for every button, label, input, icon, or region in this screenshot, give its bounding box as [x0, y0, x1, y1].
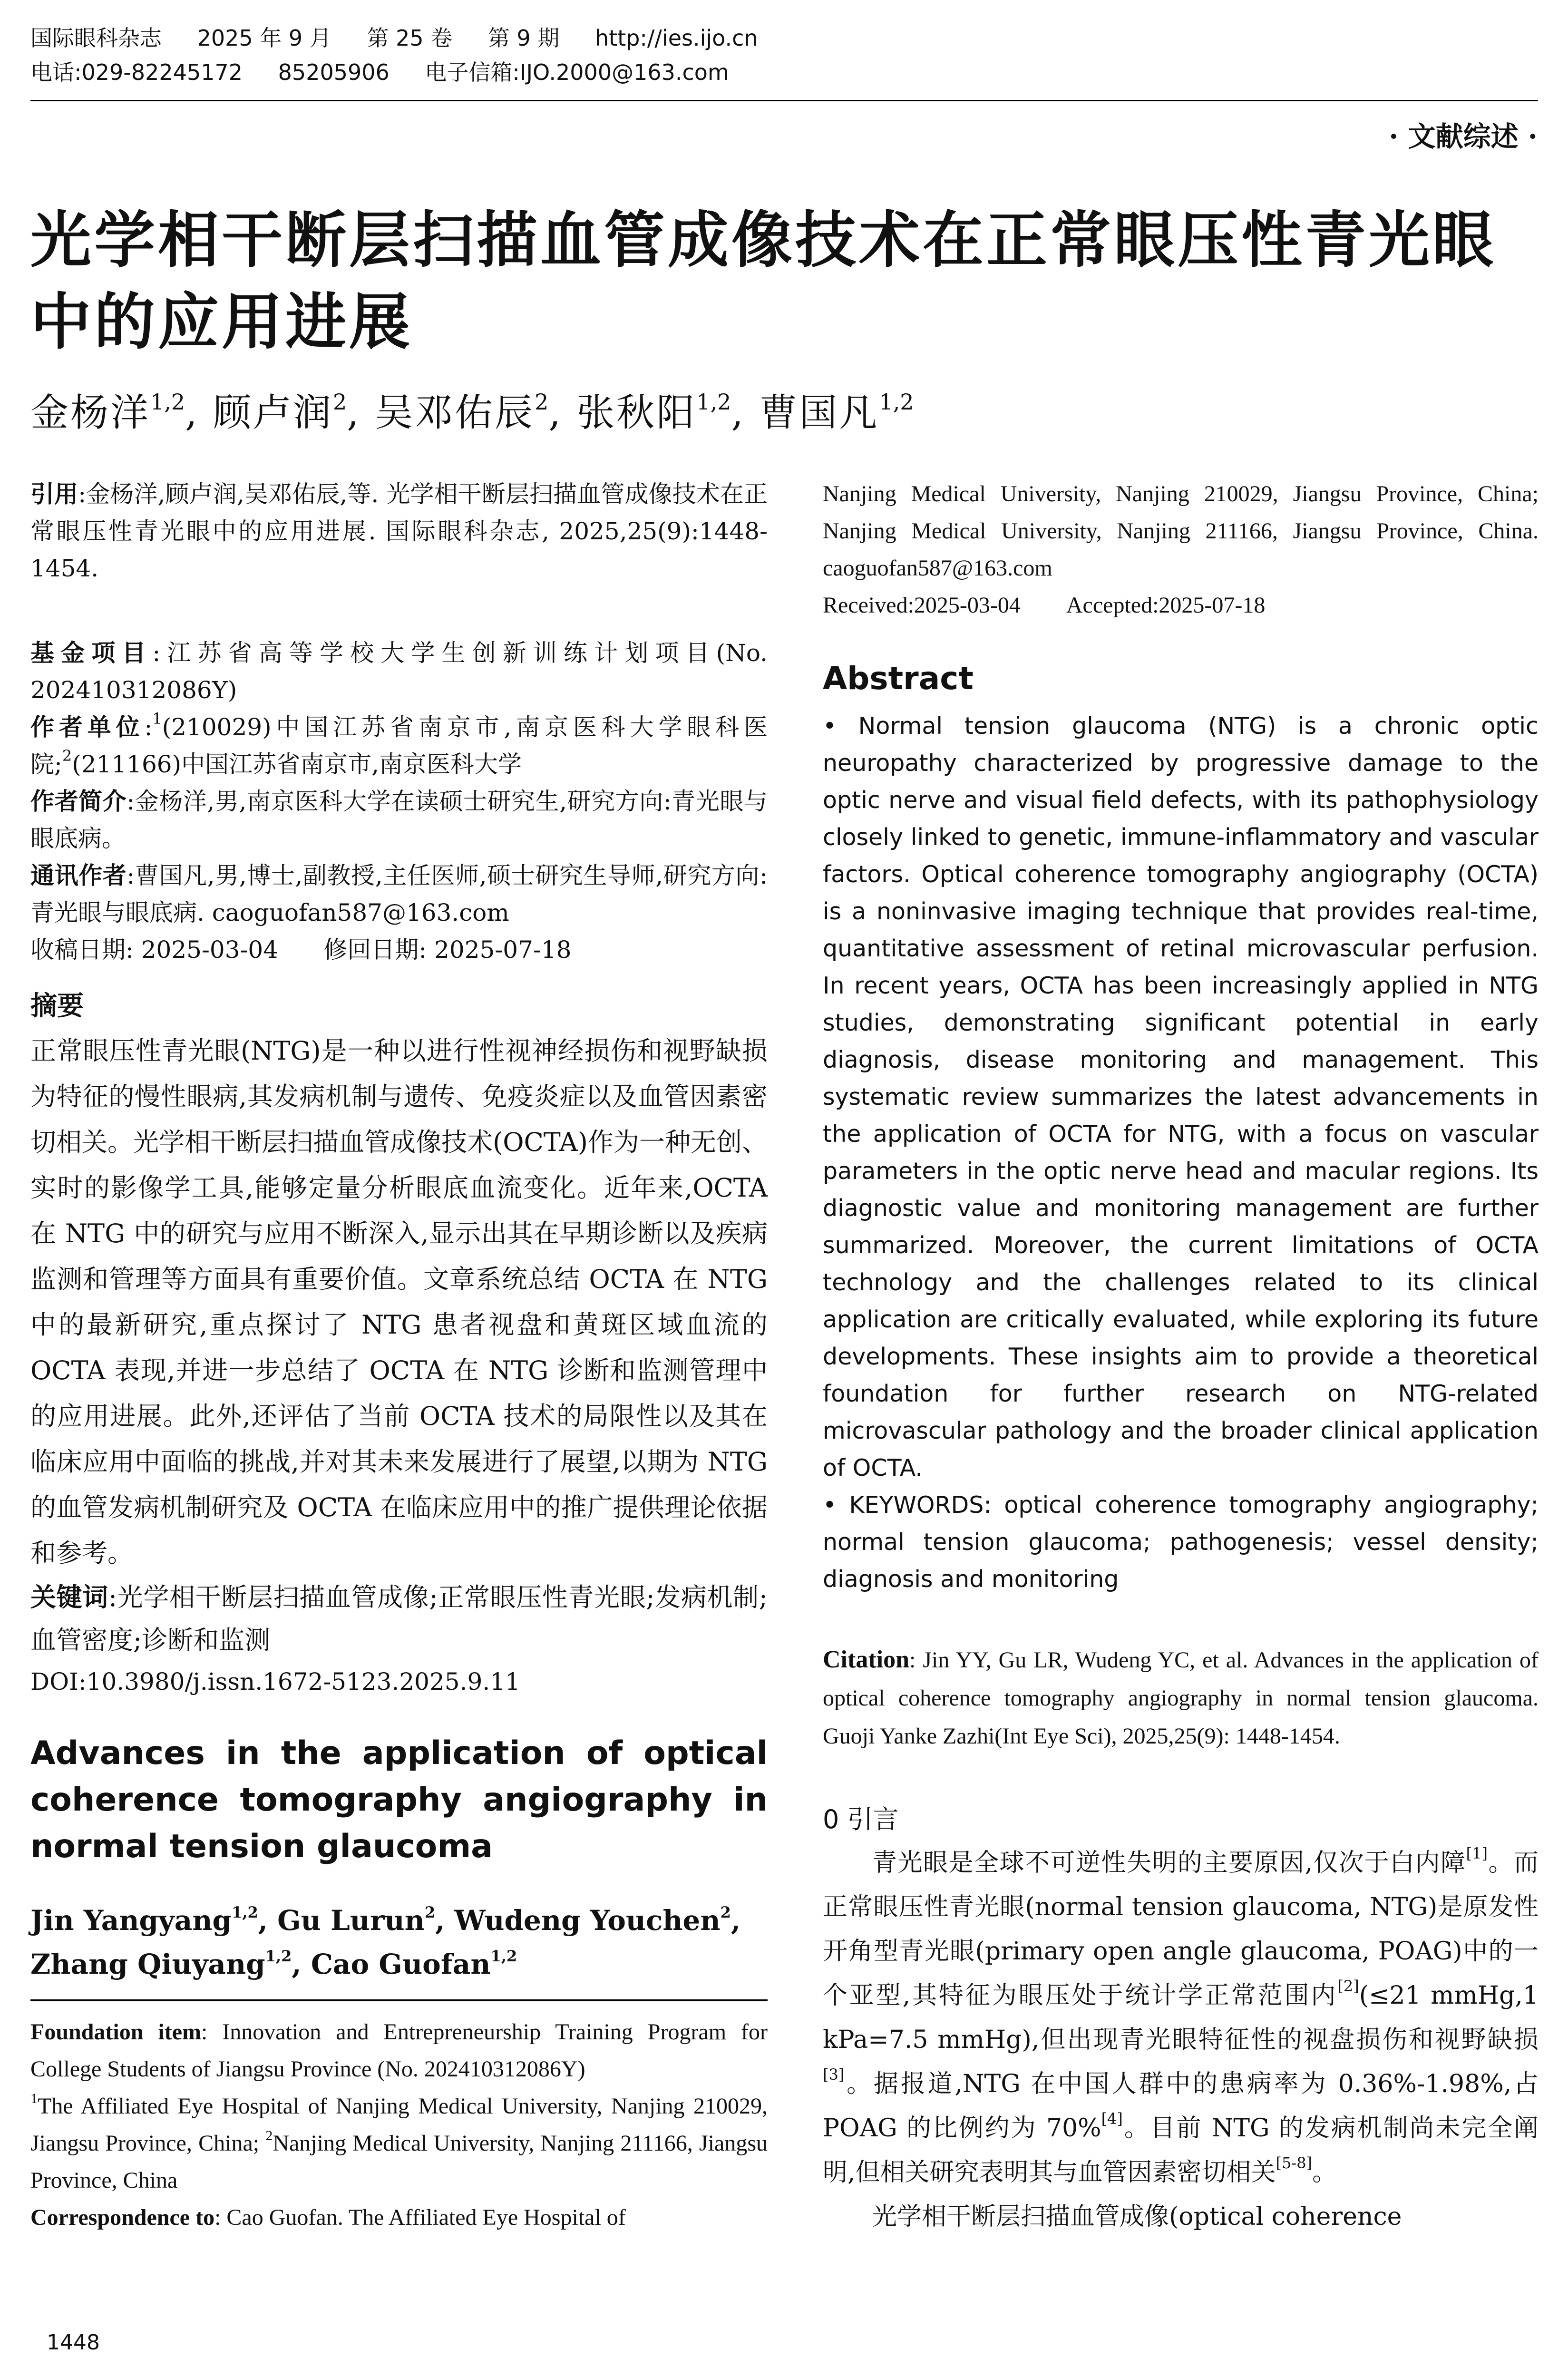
abstract-heading: Abstract: [823, 660, 974, 697]
author-cn-separator: ,: [185, 390, 214, 435]
ref-2[interactable]: [2]: [1337, 1977, 1359, 1995]
header-rule: [30, 100, 1538, 101]
right-column: [823, 476, 1539, 2239]
author-unit: [30, 709, 768, 783]
author-cn-affiliation: 1,2: [696, 389, 731, 415]
author-en-affiliation: 2: [720, 1903, 731, 1921]
abstract-cn: 正常眼压性青光眼(NTG)是一种以进行性视神经损伤和视野缺损为特征的慢性眼病,其发病机制与遗传、免疫炎症以及血管因素密切相关。光学相干断层扫描血管成像技术(OCTA)作为一种无创、实时的影像学工具,能够定量分析眼底血流变化。近年来,OCTA 在 NTG 中的研究与应用不断深入,显示出其在早期诊断以及疾病监测和管理等方面具有重要价值。文章系统总结 OCTA 在 NTG 中的最新研究,重点探讨了 NTG 患者视盘和黄斑区域血流的 OCTA 表现,并进一步总结了 OCTA 在 NTG 诊断和监测管理中的应用进展。此外,还评估了当前 OCTA 技术的局限性以及其在临床应用中面临的挑战,并对其未来发展进行了展望,以期为 NTG 的血管发病机制研究及 OCTA 在临床应用中的推广提供理论依据和参考。: [30, 1036, 768, 1568]
aff-sup-1: 1: [30, 2091, 38, 2106]
dates-cn: 收稿日期: 2025-03-04 修回日期: 2025-07-18: [30, 936, 572, 964]
issue-date: 2025 年 9 月: [197, 25, 331, 51]
fund-text: :江苏省高等学校大学生创新训练计划项目(No. 202410312086Y): [30, 639, 768, 704]
email: 电子信箱:IJO.2000@163.com: [425, 59, 729, 85]
journal-name: 国际眼科杂志: [30, 25, 162, 51]
unit-colon: :: [144, 713, 153, 741]
unit-text-2: (211166)中国江苏省南京市,南京医科大学: [72, 750, 522, 778]
author-cn-name: 顾卢润: [213, 390, 333, 435]
intro-text-c: (≤21 mmHg,1 kPa=7.5 mmHg),但出现青光眼特征性的视盘损伤和视野缺损: [823, 1981, 1539, 2054]
author-cn-name: 金杨洋: [30, 390, 150, 435]
volume: 第 25 卷: [367, 25, 453, 51]
foundation-item: [30, 2014, 768, 2088]
phone-2: 85205906: [278, 59, 390, 85]
author-en-affiliation: 2: [424, 1903, 436, 1921]
author-en-name: Jin Yangyang: [30, 1904, 232, 1937]
intro-paragraph-1: [823, 1841, 1539, 2195]
author-cn-separator: ,: [347, 390, 375, 435]
unit-label: 作者单位: [30, 713, 145, 741]
authors-cn: [30, 376, 1538, 439]
issue-number: 第 9 期: [487, 25, 560, 51]
keywords-cn-text: :光学相干断层扫描血管成像;正常眼压性青光眼;发病机制;血管密度;诊断和监测: [30, 1582, 768, 1655]
author-en-name: Gu Lurun: [277, 1904, 425, 1937]
aff-sup-2: 2: [265, 2128, 273, 2143]
author-cn-affiliation: 2: [333, 389, 347, 415]
unit-sup-1: 1: [152, 710, 162, 728]
english-title: Advances in the application of optical coherence tomography angiography in normal tension glaucoma: [30, 1734, 768, 1865]
bio-text: :金杨洋,男,南京医科大学在读硕士研究生,研究方向:青光眼与眼底病。: [30, 788, 768, 852]
divider: [30, 1999, 768, 2001]
author-en-separator: ,: [730, 1904, 741, 1937]
intro-paragraph-2: 光学相干断层扫描血管成像(optical coherence: [872, 2202, 1402, 2231]
abstract-en: • Normal tension glaucoma (NTG) is a chronic optic neuropathy characterized by progressive damage to the optic nerve and visual field defects, with its pathophysiology closely linked to genetic, immune-inflammatory and vascular factors. Optical coherence tomography angiography (OCTA) is a noninvasive imaging technique that provides real-time, quantitative assessment of retinal microvascular perfusion. In recent years, OCTA has been increasingly applied in NTG studies, demonstrating significant potential in early diagnosis, disease monitoring and management. This systematic review summarizes the latest advancements in the application of OCTA for NTG, with a focus on vascular parameters in the optic nerve head and macular regions. Its diagnostic value and monitoring management are further summarized. Moreover, the current limitations of OCTA technology and the challenges related to its clinical application are critically evaluated, while exploring its future developments. These insights aim to provide a theoretical foundation for further research on NTG-related microvascular pathology and the broader clinical application of OCTA.: [823, 712, 1539, 1481]
ref-4[interactable]: [4]: [1101, 2110, 1123, 2128]
correspondence-text: : Cao Guofan. The Affiliated Eye Hospital of: [214, 2205, 626, 2230]
author-cn-separator: ,: [548, 390, 577, 435]
author-cn-separator: ,: [731, 390, 760, 435]
author-cn-name: 张秋阳: [576, 390, 697, 435]
citation-cn: [30, 476, 768, 587]
intro-text-b: 。而正常眼压性青光眼(normal tension glaucoma, NTG)是原发性开角型青光眼(primary open angle glaucoma, POAG)中的一个亚型,其特征为眼压处于统计学正常范围内: [823, 1849, 1539, 2010]
correspondence-label: Correspondence to: [30, 2205, 215, 2230]
unit-text-1: (210029)中国江苏省南京市,南京医科大学眼科医院;: [30, 713, 768, 778]
affiliations-en: [30, 2088, 768, 2199]
author-en-affiliation: 1,2: [232, 1903, 258, 1921]
foundation-text: : Innovation and Entrepreneurship Training Program for College Students of Jiangsu Province (No. 202410312086Y): [30, 2019, 768, 2082]
page-number: 1448: [47, 2330, 100, 2355]
authors-en: [30, 1899, 768, 1986]
citation-en: [823, 1641, 1539, 1755]
dates-en: [823, 587, 1539, 624]
author-en-name: Cao Guofan: [311, 1948, 491, 1980]
accepted-date: Accepted:2025-07-18: [1066, 593, 1266, 618]
fund-label: 基金项目: [30, 639, 153, 667]
journal-url[interactable]: http://ies.ijo.cn: [595, 25, 758, 51]
author-cn-name: 曹国凡: [759, 390, 879, 435]
unit-sup-2: 2: [62, 747, 72, 765]
section-label: · 文献综述 ·: [1389, 120, 1538, 153]
author-en-name: Zhang Qiuyang: [30, 1948, 265, 1980]
received-date: Received:2025-03-04: [823, 593, 1021, 618]
keywords-cn: [30, 1576, 768, 1662]
author-cn-affiliation: 1,2: [150, 389, 185, 415]
author-cn-affiliation: 1,2: [879, 389, 914, 415]
correspondence-continued: Nanjing Medical University, Nanjing 210029, Jiangsu Province, China; Nanjing Medical University, Nanjing 211166, Jiangsu Province, China. caoguofan587@163.com: [823, 481, 1539, 581]
left-column: [30, 476, 768, 2236]
citation-cn-text: :金杨洋,顾卢润,吴邓佑辰,等. 光学相干断层扫描血管成像技术在正常眼压性青光眼中的应用进展. 国际眼科杂志, 2025,25(9):1448-1454.: [30, 480, 768, 582]
running-header: [30, 21, 1172, 89]
aff-text-1: The Affiliated Eye Hospital of Nanjing Medical University, Nanjing 210029, Jiangsu Province, China;: [30, 2094, 768, 2156]
intro-text-d: 。据报道,NTG 在中国人群中的患病率为 0.36%-1.98%,占 POAG 的比例约为 70%: [823, 2070, 1539, 2143]
author-en-separator: ,: [258, 1904, 278, 1937]
article-title: 光学相干断层扫描血管成像技术在正常眼压性青光眼中的应用进展: [30, 205, 1497, 358]
corr-text: :曹国凡,男,博士,副教授,主任医师,硕士研究生导师,研究方向:青光眼与眼底病. caoguofan587@163.com: [30, 862, 768, 926]
keywords-en: • KEYWORDS: optical coherence tomography angiography; normal tension glaucoma; pathogenesis; vessel density; diagnosis and monitoring: [823, 1491, 1539, 1593]
intro-text-e: 。目前 NTG 的发病机制尚未完全阐明,但相关研究表明其与血管因素密切相关: [823, 2114, 1539, 2187]
ref-3[interactable]: [3]: [823, 2065, 845, 2084]
fund-info: [30, 634, 768, 709]
author-en-name: Wudeng Youchen: [454, 1904, 721, 1937]
author-en-separator: ,: [292, 1948, 311, 1980]
author-cn-name: 吴邓佑辰: [375, 390, 535, 435]
citation-en-text: : Jin YY, Gu LR, Wudeng YC, et al. Advances in the application of optical coherence tomography angiography in normal tension glaucoma. Guoji Yanke Zazhi(Int Eye Sci), 2025,25(9): 1448-1454.: [823, 1647, 1539, 1749]
intro-text-f: 。: [1312, 2158, 1337, 2187]
aff-text-2: Nanjing Medical University, Nanjing 211166, Jiangsu Province, China: [30, 2131, 768, 2193]
intro-text-a: 青光眼是全球不可逆性失明的主要原因,仅次于白内障: [872, 1849, 1466, 1877]
keywords-cn-label: 关键词: [30, 1582, 108, 1612]
intro-heading: 0 引言: [823, 1804, 899, 1834]
author-bio: [30, 783, 768, 857]
citation-en-label: Citation: [823, 1646, 909, 1673]
ref-5-8[interactable]: [5-8]: [1276, 2154, 1313, 2172]
author-en-separator: ,: [435, 1904, 455, 1937]
author-en-affiliation: 1,2: [265, 1947, 292, 1965]
author-en-affiliation: 1,2: [490, 1947, 517, 1965]
correspondence-en: [30, 2199, 768, 2236]
author-cn-affiliation: 2: [535, 389, 549, 415]
foundation-label: Foundation item: [30, 2019, 202, 2045]
bio-label: 作者简介: [30, 788, 127, 815]
corresponding-author: [30, 857, 768, 931]
citation-cn-label: 引用: [30, 480, 78, 508]
ref-1[interactable]: [1]: [1466, 1844, 1488, 1862]
doi[interactable]: DOI:10.3980/j.issn.1672-5123.2025.9.11: [30, 1668, 520, 1695]
corr-label: 通讯作者: [30, 862, 127, 889]
phone: 电话:029-82245172: [30, 59, 243, 85]
abstract-cn-heading: 摘要: [30, 991, 84, 1022]
